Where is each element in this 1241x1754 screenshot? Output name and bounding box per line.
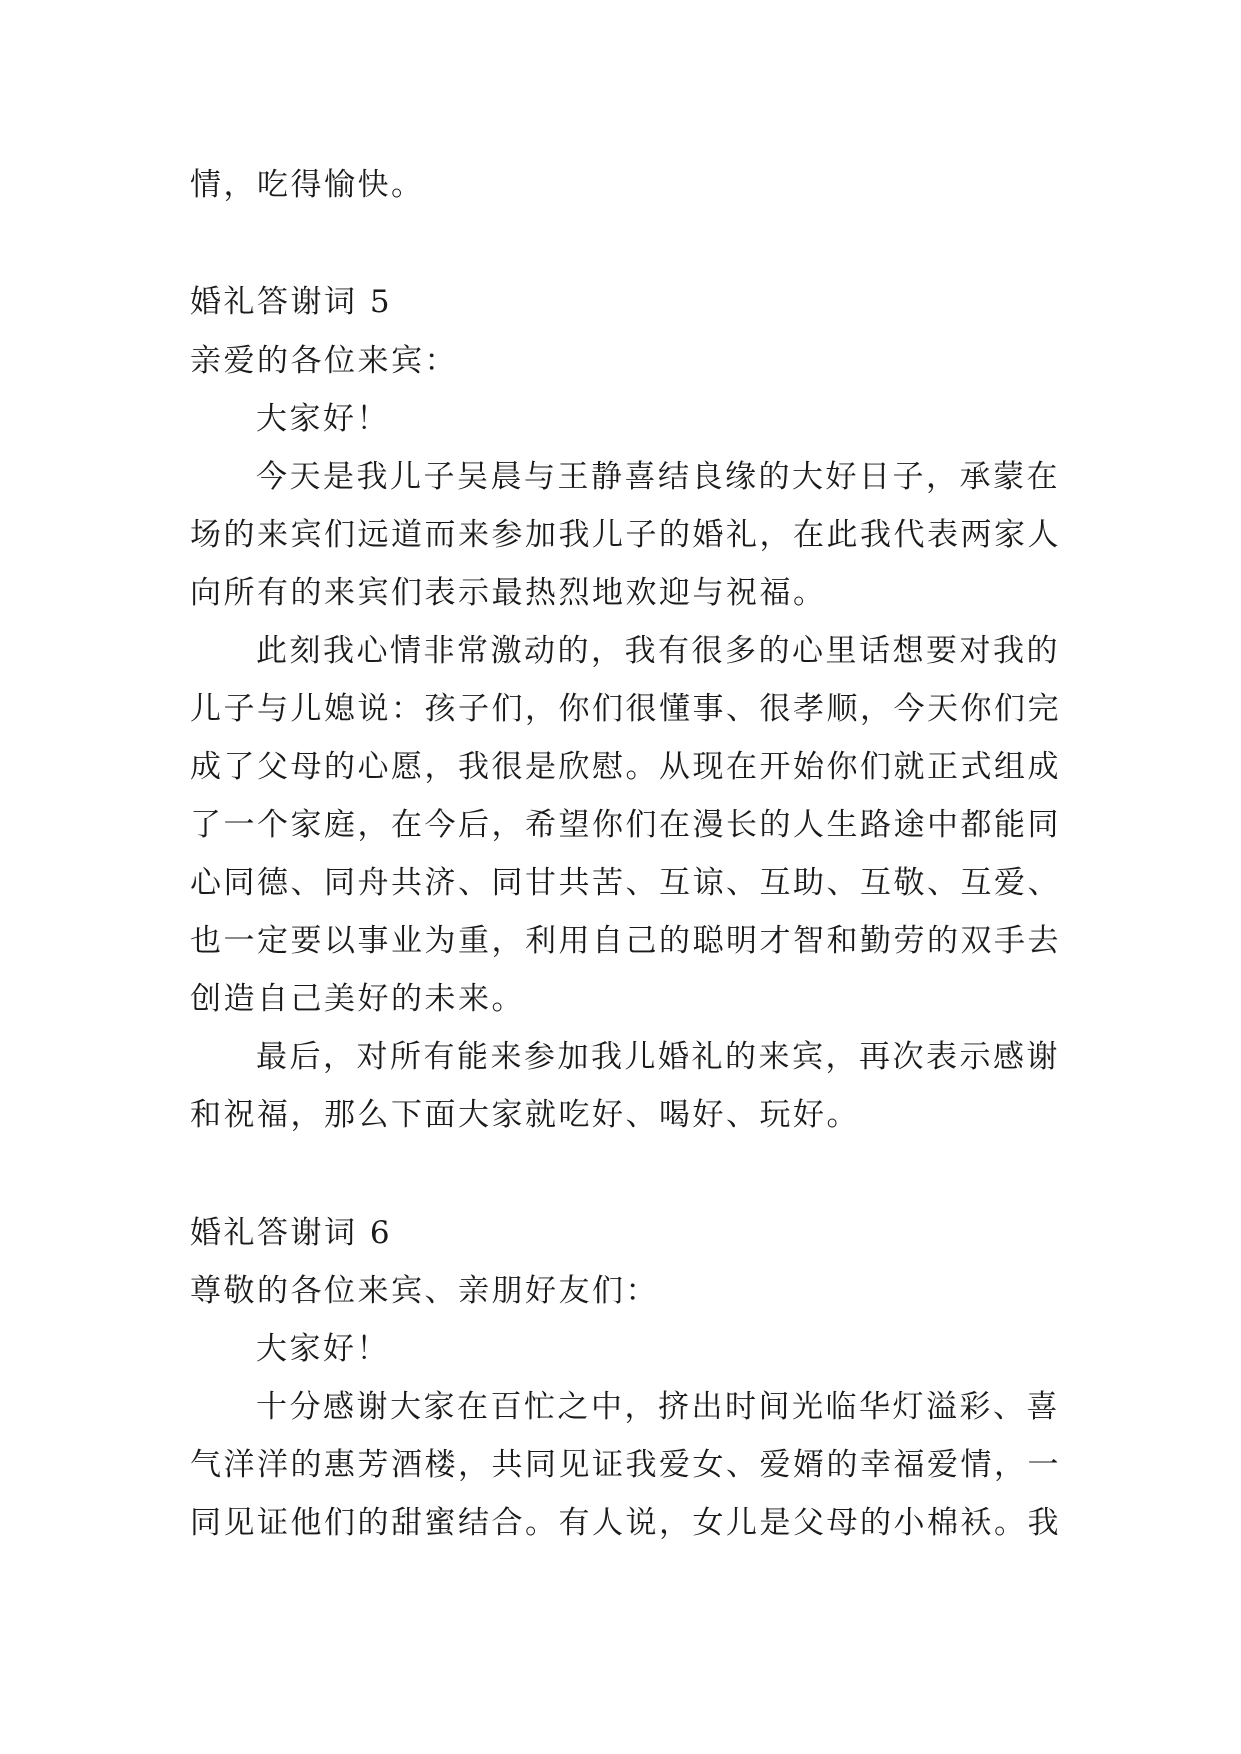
- salutation: 尊敬的各位来宾、亲朋好友们：: [190, 1273, 659, 1309]
- paragraph-line: 今天是我儿子吴晨与王静喜结良缘的大好日子，承蒙在: [256, 459, 1060, 495]
- paragraph-line: 最后，对所有能来参加我儿婚礼的来宾，再次表示感谢: [256, 1039, 1060, 1075]
- paragraph-line: 气洋洋的惠芳酒楼，共同见证我爱女、爱婿的幸福爱情，一: [190, 1447, 1061, 1483]
- greeting: 大家好！: [256, 401, 390, 437]
- paragraph-line: 场的来宾们远道而来参加我儿子的婚礼，在此我代表两家人: [190, 517, 1061, 553]
- paragraph-line: 情，吃得愉快。: [190, 167, 425, 203]
- paragraph-line: 同见证他们的甜蜜结合。有人说，女儿是父母的小棉袄。我: [190, 1505, 1061, 1541]
- greeting: 大家好！: [256, 1331, 390, 1367]
- salutation: 亲爱的各位来宾：: [190, 343, 458, 379]
- paragraph-line: 心同德、同舟共济、同甘共苦、互谅、互助、互敬、互爱、: [190, 865, 1061, 901]
- paragraph-line: 成了父母的心愿，我很是欣慰。从现在开始你们就正式组成: [190, 749, 1061, 785]
- section-heading: 婚礼答谢词 5: [190, 284, 393, 320]
- paragraph-line: 此刻我心情非常激动的，我有很多的心里话想要对我的: [256, 633, 1060, 669]
- paragraph-line: 和祝福，那么下面大家就吃好、喝好、玩好。: [190, 1097, 860, 1133]
- paragraph-line: 向所有的来宾们表示最热烈地欢迎与祝福。: [190, 575, 827, 611]
- paragraph-line: 了一个家庭，在今后，希望你们在漫长的人生路途中都能同: [190, 807, 1061, 843]
- paragraph-line: 创造自己美好的未来。: [190, 981, 525, 1017]
- section-heading: 婚礼答谢词 6: [190, 1215, 393, 1251]
- paragraph-line: 儿子与儿媳说：孩子们，你们很懂事、很孝顺，今天你们完: [190, 691, 1061, 727]
- paragraph-line: 也一定要以事业为重，利用自己的聪明才智和勤劳的双手去: [190, 923, 1061, 959]
- paragraph-line: 十分感谢大家在百忙之中，挤出时间光临华灯溢彩、喜: [256, 1389, 1060, 1425]
